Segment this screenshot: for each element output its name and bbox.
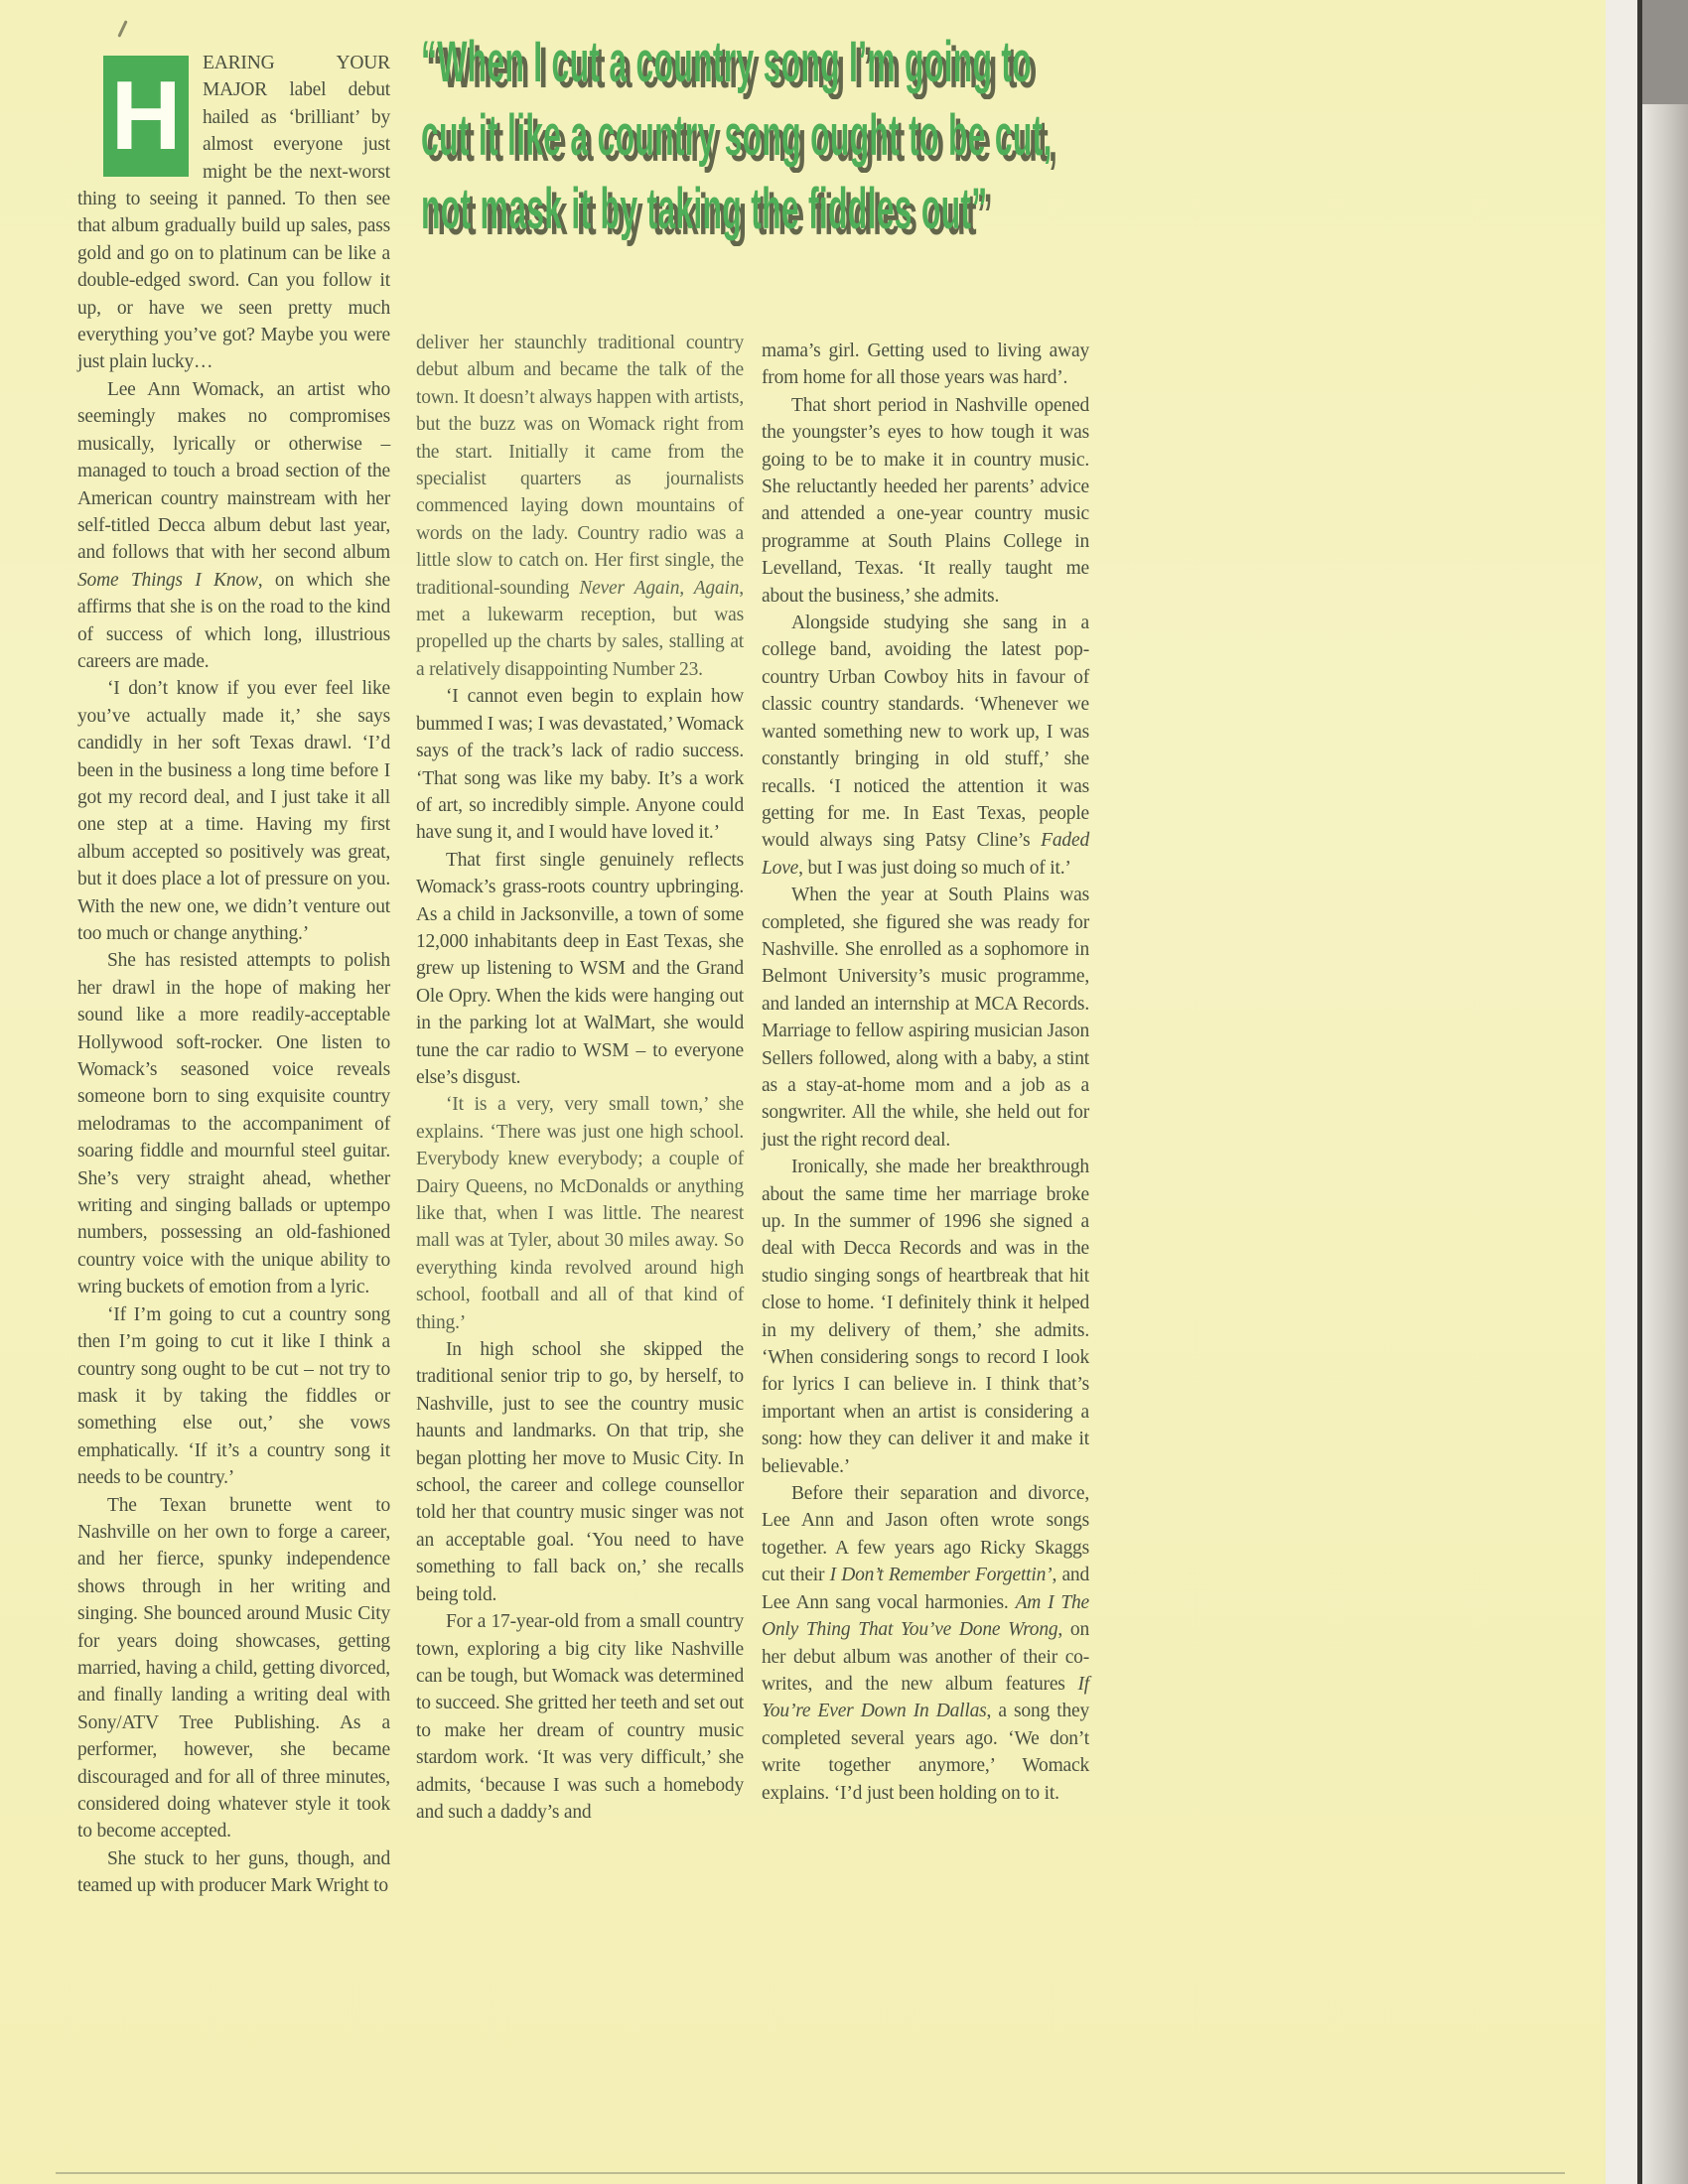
bottom-rule — [56, 2172, 1565, 2174]
paragraph: Ironically, she made her breakthrough about the same time her marriage broke up. In the summer of 1996 she signed a deal with Decca Records and was in the studio singing songs of heartbreak that hit close to home. ‘I definitely think it helped in my delivery of them,’ she admits. ‘When considering songs to record I look for lyrics I can believe in. I think that’s important when an artist is considering a song: how they can deliver it and make it believable.’ — [762, 1157, 1089, 1477]
scan-background — [1642, 0, 1688, 2184]
page-edge — [1606, 0, 1637, 2184]
scan-background-top — [1642, 0, 1688, 104]
article-column-2 — [416, 330, 744, 1826]
drop-cap-letter: H — [103, 56, 189, 177]
paragraph: ‘I don’t know if you ever feel like you’ve actually made it,’ she says candidly in her soft Texas drawl. ‘I’d been in the business a long time before I got my record deal, and I just take it all one step at a time. Having my first album accepted so positively was great, but it does place a lot of pressure on you. With the new one, we didn’t venture out too much or change anything.’ — [77, 678, 390, 944]
headline-line: “When I cut a country song I’m going to — [421, 30, 1033, 94]
paragraph: mama’s girl. Getting used to living away from home for all those years was hard’. — [762, 341, 1089, 389]
headline-line: cut it like a country song ought to be cut, — [421, 103, 1053, 168]
paragraph: She has resisted attempts to polish her drawl in the hope of making her sound like a more readily-acceptable Hollywood soft-rocker. One listen to Womack’s seasoned voice reveals someone born to sing exquisite country melodramas to the accompaniment of soaring fiddle and mournful steel guitar. She’s very straight ahead, whether writing and singing ballads or uptempo numbers, possessing an old-fashioned country voice with the unique ability to wring buckets of emotion from a lyric. — [77, 950, 390, 1298]
paragraph: ‘If I’m going to cut a country song then I’m going to cut it like I think a country song ought to be cut – not try to mask it by taking the fiddles or something else out,’ she vows emphatically. ‘If it’s a country song it needs to be country.’ — [77, 1303, 390, 1489]
paragraph: Alongside studying she sang in a college band, avoiding the latest pop-country Urban Cowboy hits in favour of classic country standards. ‘Whenever we wanted something new to work up, I was constantly bringing in old stuff,’ she recalls. ‘I noticed the attention it was getting for me. In East Texas, people would always sing Patsy Cline’s Faded Love, but I was just doing so much of it.’ — [762, 613, 1089, 879]
paragraph: She stuck to her guns, though, and teamed up with producer Mark Wright to — [77, 1847, 390, 1897]
paragraph: That short period in Nashville opened the youngster’s eyes to how tough it was going to be to make it in country music. She reluctantly heeded her parents’ advice and attended a one-year country music programme at South Plains College in Levelland, Texas. ‘It really taught me about the business,’ she admits. — [762, 394, 1089, 607]
article-column-1 — [77, 50, 390, 1900]
paragraph: Before their separation and divorce, Lee Ann and Jason often wrote songs together. A few years ago Ricky Skaggs cut their I Don’t Remember Forgettin’, and Lee Ann sang vocal harmonies. Am I The Only Thing That You’ve Done Wrong, on her debut album was another of their co-writes, and the new album features If You’re Ever Down In Dallas, a song they completed several years ago. ‘We don’t write together anymore,’ Womack explains. ‘I’d just been holding on to it. — [762, 1483, 1090, 1804]
paragraph: H EARING YOUR MAJOR label debut hailed as ‘brilliant’ by almost everyone just might be the next-worst thing to seeing it panned. To then see that album gradually build up sales, pass gold and go on to platinum can be like a double-edged sword. Can you follow it up, or have we seen pretty much everything you’ve got? Maybe you were just plain lucky… — [77, 53, 390, 373]
paragraph: In high school she skipped the traditional senior trip to go, by herself, to Nashville, just to see the country music haunts and landmarks. On that trip, she began plotting her move to Music City. In school, the career and college counsellor told her that country music singer was not an acceptable goal. ‘You need to have something to fall back on,’ she recalls being told. — [416, 1339, 744, 1605]
paragraph: That first single genuinely reflects Womack’s grass-roots country upbringing. As a child in Jacksonville, a town of some 12,000 inhabitants deep in East Texas, she grew up listening to WSM and the Grand Ole Opry. When the kids were hanging out in the parking lot at WalMart, she would tune the car radio to WSM – to everyone else’s disgust. — [416, 849, 744, 1088]
paragraph: The Texan brunette went to Nashville on her own to forge a career, and her fierce, spunky independence shows through in her writing and singing. She bounced around Music City for years doing showcases, getting married, having a child, getting divorced, and finally landing a writing deal with Sony/ATV Tree Publishing. As a performer, however, she became discouraged and for all of three minutes, considered doing whatever style it took to become accepted. — [77, 1494, 390, 1843]
paragraph: deliver her staunchly traditional country debut album and became the talk of the town. It doesn’t always happen with artists, but the buzz was on Womack right from the start. Initially it came from the specialist quarters as journalists commenced laying down mountains of words on the lady. Country radio was a little slow to catch on. Her first single, the traditional-sounding Never Again, Again, met a lukewarm reception, but was propelled up the charts by sales, stalling at a relatively disappointing Number 23. — [416, 333, 744, 680]
headline-line: not mask it by taking the fiddles out” — [421, 177, 988, 241]
paragraph: ‘I cannot even begin to explain how bummed I was; I was devastated,’ Womack says of the track’s lack of radio success. ‘That song was like my baby. It’s a work of art, so incredibly simple. Anyone could have sung it, and I would have loved it.’ — [416, 686, 744, 844]
paragraph: ‘It is a very, very small town,’ she explains. ‘There was just one high school. Everybody knew everybody; a couple of Dairy Queens, no McDonalds or anything like that, when I was little. The nearest mall was at Tyler, about 30 miles away. So everything kinda revolved around high school, football and all of that kind of thing.’ — [416, 1094, 744, 1333]
article-column-3 — [762, 338, 1089, 1807]
paragraph: When the year at South Plains was completed, she figured she was ready for Nashville. She enrolled as a sophomore in Belmont University’s music programme, and landed an internship at MCA Records. Marriage to fellow aspiring musician Jason Sellers followed, along with a baby, a stint as a stay-at-home mom and a job as a songwriter. All the while, she held out for just the right record deal. — [762, 885, 1089, 1151]
paragraph: Lee Ann Womack, an artist who seemingly makes no compromises musically, lyrically or otherwise – managed to touch a broad section of the American country mainstream with her self-titled Decca album debut last year, and follows that with her second album Some Things I Know, on which she affirms that she is on the road to the kind of success of which long, illustrious careers are made. — [77, 378, 390, 672]
headline-quote — [421, 26, 1126, 246]
paragraph: For a 17-year-old from a small country town, exploring a big city like Nashville can be tough, but Womack was determined to succeed. She gritted her teeth and set out to make her dream of country music stardom work. ‘It was very difficult,’ she admits, ‘because I was such a homebody and such a daddy’s and — [416, 1611, 744, 1823]
